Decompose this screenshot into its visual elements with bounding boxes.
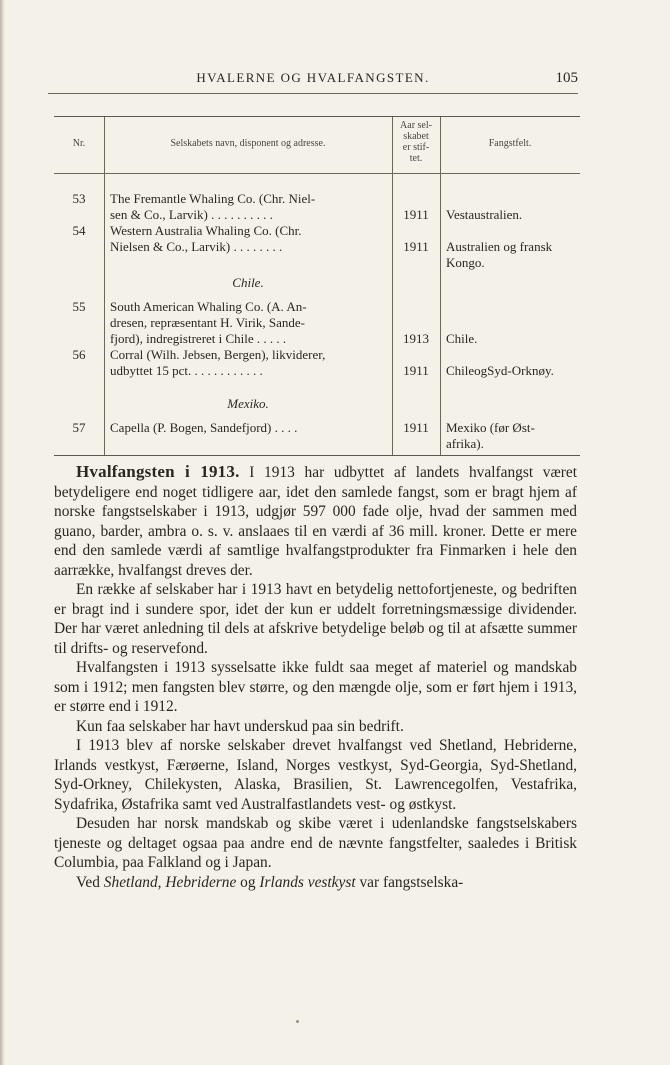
row-number: 56: [72, 347, 86, 362]
company-entry: [110, 420, 388, 436]
header-line: tet.: [409, 153, 423, 164]
running-title: HVALERNE OG HVALFANGSTEN.: [196, 70, 430, 85]
column-header-field: Fangstfelt.: [488, 138, 532, 149]
text-run: Ved: [76, 873, 104, 891]
year-founded: 1913: [403, 331, 429, 346]
text-run: var fangstselska-: [355, 873, 464, 891]
header-line: er stif-: [402, 142, 430, 153]
entry-line: The Fremantle Whaling Co. (Chr. Niel-: [110, 191, 316, 206]
page-number: 105: [555, 70, 578, 86]
paragraph-text: I 1913 har udbyttet af landets hvalfangst været betydeligere end noget tidligere aar, idet den samlede fangst, som er bragt hjem af norske fangstselskaber i 1913, udgjør 597 000 fade olje, hvad der sammen med guano, barder, ambra o. s. v. anslaaes til en værdi af 36 mill. kroner. Dette er mere end den samlede værdi af samtlige hvalfangstprodukter fra Finmarken i hele den aarrække, hvalfangst dreves der.: [54, 464, 577, 579]
whaling-field: [446, 331, 578, 347]
column-header-name: Selskabets navn, disponent og adresse.: [170, 138, 326, 149]
entry-line: Nielsen & Co., Larvik) . . . . . . . .: [110, 239, 283, 254]
row-number: 55: [72, 299, 86, 314]
field-line: afrika).: [446, 436, 484, 451]
text-run: ,: [157, 873, 166, 891]
whaling-field: [446, 239, 578, 271]
book-spine-edge: [0, 0, 5, 1065]
year-founded: 1911: [403, 207, 429, 222]
year-founded: 1911: [403, 239, 429, 254]
entry-line: udbyttet 15 pct. . . . . . . . . . . .: [110, 363, 263, 378]
row-number: 54: [72, 223, 86, 238]
column-header-year: [392, 120, 440, 164]
field-line: Australien og fransk: [446, 239, 553, 254]
company-entry: [110, 191, 388, 223]
paragraph: I 1913 blev af norske selskaber drevet hvalfangst ved Shetland, Hebriderne, Irlands vestkyst, Færøerne, Island, Norges vestkyst, Syd-Georgia, Syd-Shetland, Syd-Orkney, Chilekysten, Alaska, Brasilien, St. Lawrencegolfen, Vestafrika, Sydafrika, Østafrika samt ved Australfastlandets vest- og østkyst.: [54, 737, 577, 813]
whaling-field: [446, 207, 578, 223]
column-header-nr: Nr.: [72, 138, 86, 149]
entry-line: South American Whaling Co. (A. An-: [110, 299, 307, 314]
entry-line: Corral (Wilh. Jebsen, Bergen), likviderer,: [110, 347, 326, 362]
whaling-field: [446, 363, 578, 379]
entry-line: fjord), indregistreret i Chile . . . . .: [110, 331, 287, 346]
company-entry: [110, 299, 388, 347]
row-number: 57: [72, 420, 86, 435]
country-heading-chile: Chile.: [232, 275, 264, 290]
column-divider: [440, 117, 441, 455]
field-line: Chile.: [446, 331, 478, 346]
paragraph: Hvalfangsten i 1913 sysselsatte ikke fuldt saa meget af materiel og mandskab som i 1912; men fangsten blev større, og den mængde olje, som er ført hjem i 1913, er større end i 1912.: [54, 659, 577, 715]
table-header-rule: [54, 173, 580, 174]
entry-line: Western Australia Whaling Co. (Chr.: [110, 223, 302, 238]
whaling-companies-table: [54, 116, 580, 456]
running-header: [48, 70, 578, 90]
paragraph: En række af selskaber har i 1913 havt en betydelig nettofortjeneste, og bedriften er bragt ind i sundere spor, idet der kun er uddelt forretningsmæssige dividender. Der har været anledning til dels at afskrive betydelige beløb og til at afsætte summer til drifts- og reservefond.: [54, 581, 577, 657]
paragraph: Kun faa selskaber har havt underskud paa sin bedrift.: [76, 717, 404, 735]
entry-line: sen & Co., Larvik) . . . . . . . . . .: [110, 207, 273, 222]
paragraph: [54, 462, 577, 580]
year-founded: 1911: [403, 363, 429, 378]
whaling-field: [446, 420, 578, 452]
column-divider: [392, 117, 393, 455]
field-line: Kongo.: [446, 255, 485, 270]
header-rule: [48, 93, 578, 94]
header-line: Aar sel-: [400, 120, 432, 131]
place-name: Irlands vestkyst: [259, 873, 356, 891]
text-run: og: [236, 873, 260, 891]
place-name: Shetland: [103, 873, 158, 891]
country-heading-mexiko: Mexiko.: [227, 396, 269, 411]
row-number: 53: [72, 191, 86, 206]
company-entry: [110, 223, 388, 255]
paragraph: Desuden har norsk mandskab og skibe været i udenlandske fangstselskabers tjeneste og deltaget ogsaa paa andre end de nævnte fangstfelter, saaledes i Britisk Columbia, paa Falkland og i Japan.: [54, 815, 577, 871]
header-line: skabet: [403, 131, 429, 142]
body-text: [54, 462, 577, 892]
company-entry: [110, 347, 388, 379]
paragraph-continued: [54, 873, 577, 893]
page-speck: [296, 1020, 299, 1023]
field-line: Vestaustralien.: [446, 207, 523, 222]
place-name: Hebriderne: [165, 873, 237, 891]
year-founded: 1911: [403, 420, 429, 435]
entry-line: Capella (P. Bogen, Sandefjord) . . . .: [110, 420, 298, 435]
entry-line: dresen, repræsentant H. Virik, Sande-: [110, 315, 306, 330]
section-heading: Hvalfangsten i 1913.: [76, 462, 240, 481]
field-line: Mexiko (før Øst-: [446, 420, 535, 435]
field-line: ChileogSyd-Orknøy.: [446, 363, 554, 378]
